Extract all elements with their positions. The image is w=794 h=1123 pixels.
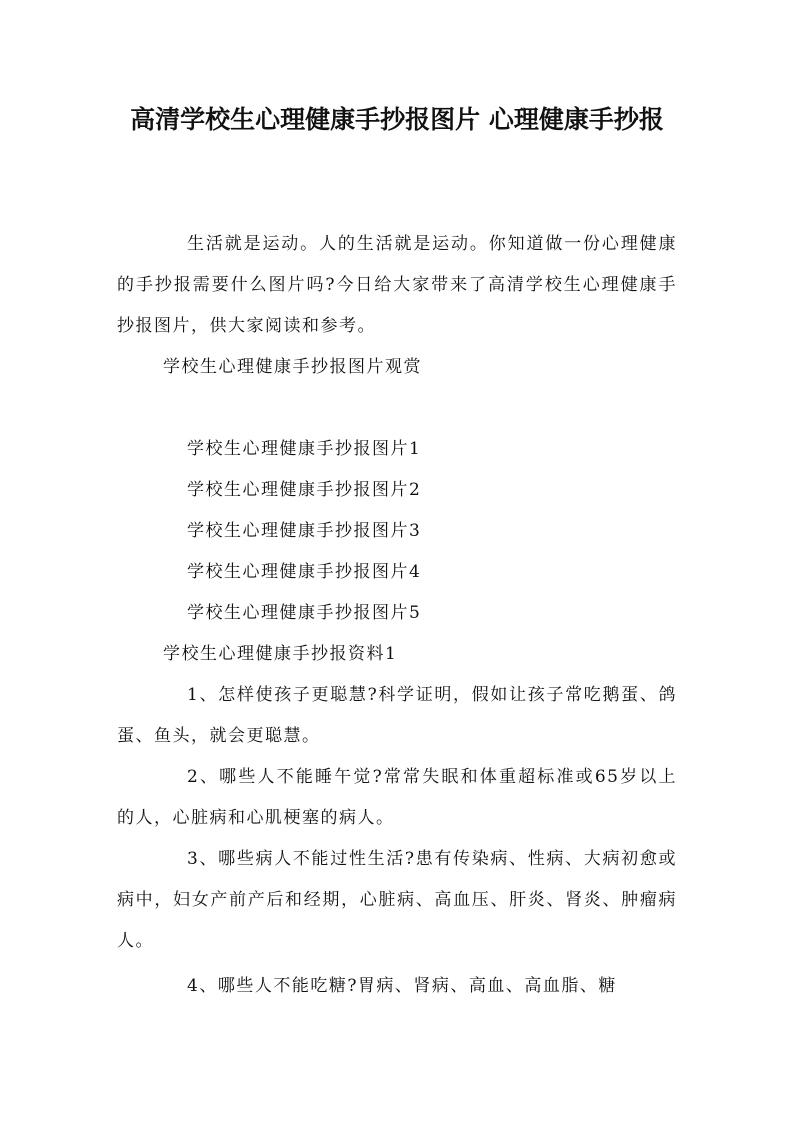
image-caption-3: 学校生心理健康手抄报图片3 (187, 521, 422, 541)
list-item-3: 3、哪些病人不能过性生活?患有传染病、性病、大病初愈或病中，妇女产前产后和经期，心脏病、高血压、肝炎、肾炎、肿瘤病人。 (117, 849, 677, 951)
image-caption-5: 学校生心理健康手抄报图片5 (187, 603, 422, 623)
image-caption-4: 学校生心理健康手抄报图片4 (187, 562, 422, 582)
list-item-2: 2、哪些人不能睡午觉?常常失眠和体重超标准或65岁以上的人，心脏病和心肌梗塞的病人。 (117, 767, 677, 828)
image-placeholder-gap (117, 388, 677, 429)
list-item-4: 4、哪些人不能吃糖?胃病、肾病、高血、高血脂、糖 (187, 976, 617, 996)
gallery-heading: 学校生心理健康手抄报图片观赏 (163, 357, 422, 377)
image-caption-1: 学校生心理健康手抄报图片1 (187, 439, 422, 459)
resource-heading: 学校生心理健康手抄报资料1 (163, 644, 398, 664)
document-title: 高清学校生心理健康手抄报图片 心理健康手抄报 (130, 105, 664, 134)
intro-paragraph: 生活就是运动。人的生活就是运动。你知道做一份心理健康的手抄报需要什么图片吗?今日给大家带来了高清学校生心理健康手抄报图片，供大家阅读和参考。 (117, 234, 677, 336)
list-item-1: 1、怎样使孩子更聪慧?科学证明，假如让孩子常吃鹅蛋、鸽蛋、鱼头，就会更聪慧。 (117, 685, 677, 746)
document-body (117, 224, 677, 1007)
image-caption-2: 学校生心理健康手抄报图片2 (187, 480, 422, 500)
